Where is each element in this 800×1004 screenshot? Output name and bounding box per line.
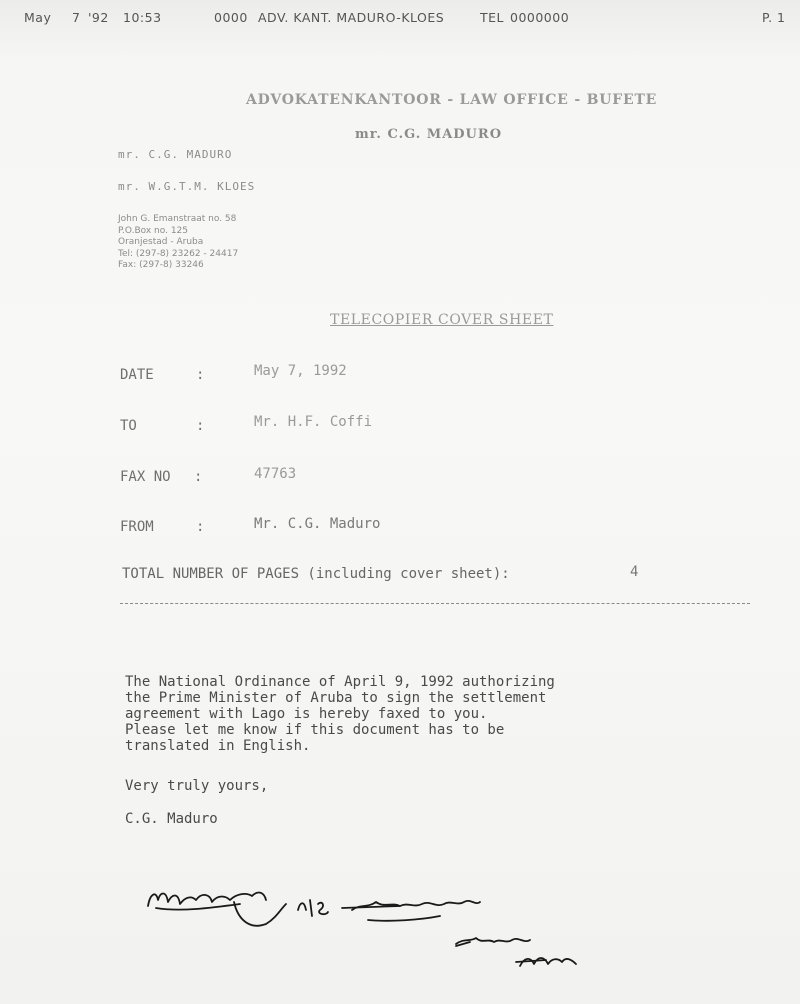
fax-transmission-header: [0, 0, 800, 34]
message-line: agreement with Lago is hereby faxed to you.: [125, 706, 488, 722]
from-label: FROM: [120, 519, 154, 535]
total-pages-label: TOTAL NUMBER OF PAGES (including cover sheet):: [122, 566, 510, 582]
date-label: DATE: [120, 367, 154, 383]
to-colon: :: [196, 418, 205, 434]
message-line: translated in English.: [125, 738, 311, 754]
fax-no-label: FAX NO: [120, 469, 171, 485]
message-line: the Prime Minister of Aruba to sign the settlement: [125, 690, 547, 706]
address-line: Tel: (297-8) 23262 - 24417: [118, 248, 239, 259]
fax-day: 7: [72, 10, 81, 25]
firm-letterhead: ADVOKATENKANTOOR - LAW OFFICE - BUFETE: [246, 92, 658, 108]
fax-page-number: P. 1: [762, 10, 786, 25]
message-line: Please let me know if this document has to be: [125, 722, 505, 738]
fax-time: 10:53: [123, 10, 162, 25]
from-value: Mr. C.G. Maduro: [254, 516, 381, 532]
message-body: [125, 674, 685, 754]
total-pages-value: 4: [630, 564, 639, 580]
to-value: Mr. H.F. Coffi: [254, 414, 373, 430]
signature-name: C.G. Maduro: [125, 811, 218, 827]
fax-sender-name: ADV. KANT. MADURO-KLOES: [258, 10, 445, 25]
firm-address: [118, 214, 238, 272]
fax-sender-id: 0000: [214, 10, 248, 25]
date-colon: :: [196, 367, 205, 383]
to-label: TO: [120, 418, 137, 434]
fax-no-value: 47763: [254, 466, 297, 482]
fax-tel-label: TEL: [480, 10, 504, 25]
dashed-divider: [120, 603, 750, 604]
fax-month: May: [24, 10, 52, 25]
address-line: Fax: (297-8) 33246: [118, 260, 204, 270]
lawyer-name: mr. W.G.T.M. KLOES: [118, 180, 256, 193]
date-value: May 7, 1992: [254, 363, 347, 379]
fax-tel: 0000000: [510, 10, 570, 25]
address-line: John G. Emanstraat no. 58: [118, 214, 237, 224]
closing-salutation: Very truly yours,: [125, 778, 269, 794]
principal-name: mr. C.G. MADURO: [355, 127, 503, 142]
handwritten-annotation: [0, 870, 800, 990]
from-colon: :: [196, 519, 205, 535]
lawyer-name: mr. C.G. MADURO: [118, 148, 233, 161]
fax-no-colon: :: [194, 469, 203, 485]
address-line: Oranjestad - Aruba: [118, 237, 204, 247]
address-line: P.O.Box no. 125: [118, 225, 189, 236]
cover-sheet-title: TELECOPIER COVER SHEET: [330, 312, 554, 328]
message-line: The National Ordinance of April 9, 1992 authorizing: [125, 674, 555, 690]
fax-year: '92: [88, 10, 109, 25]
